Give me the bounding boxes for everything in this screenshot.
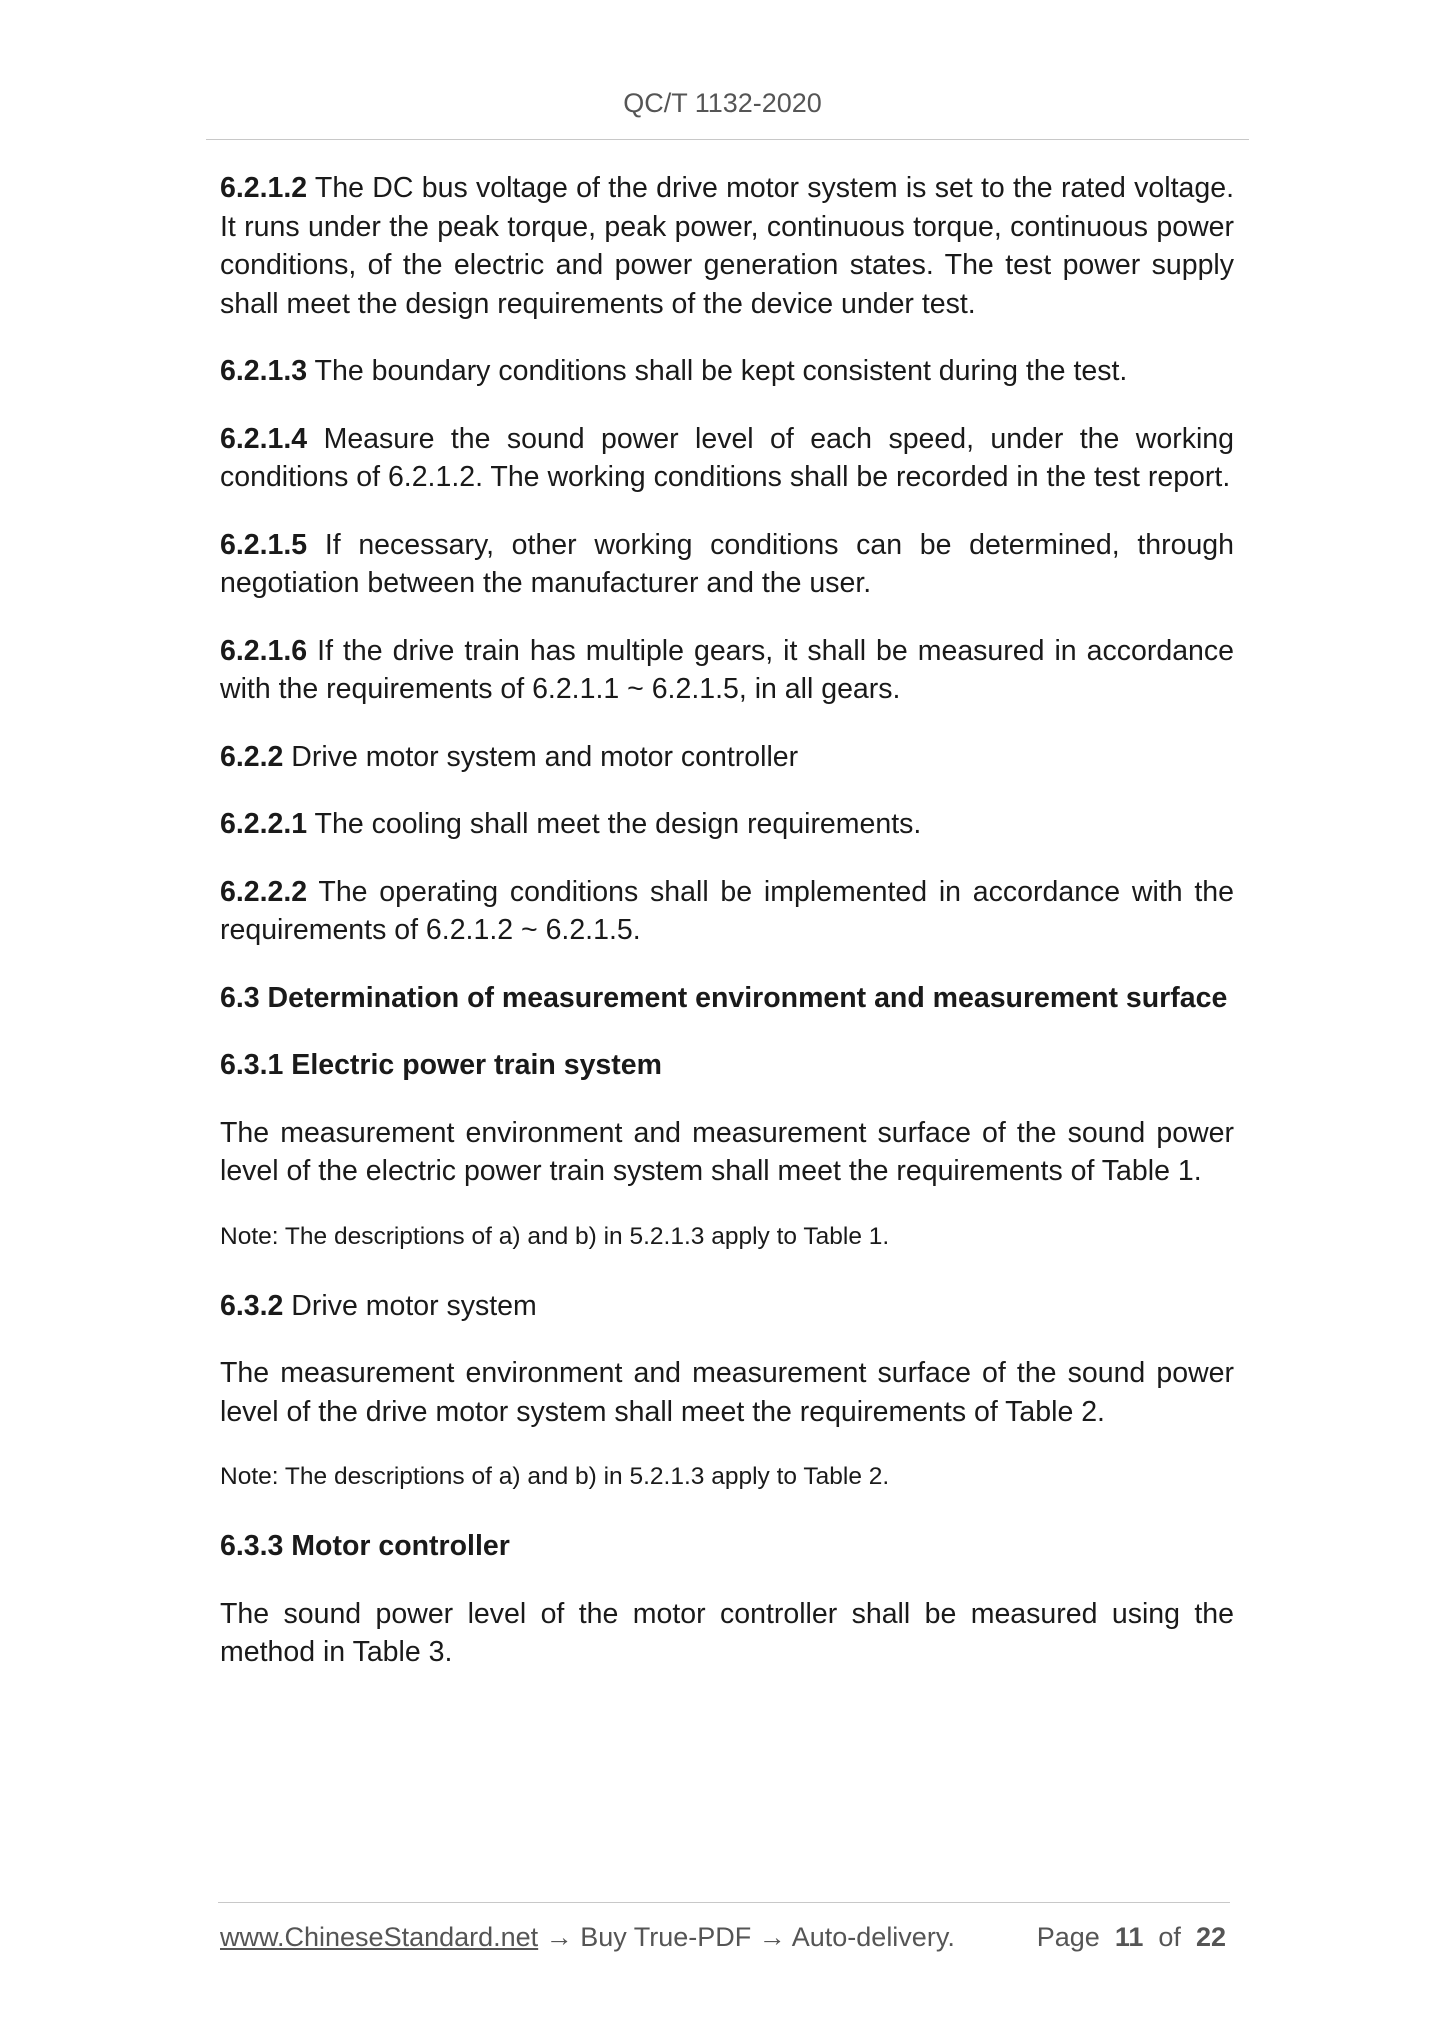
- footer-promo: [220, 1922, 955, 1953]
- clause-text: The cooling shall meet the design requirements.: [307, 808, 922, 840]
- section-6-3-1-text: The measurement environment and measurement surface of the sound power level of the electric power train system shall meet the requirements of Table 1.: [220, 1116, 1234, 1187]
- clause-text: Drive motor system: [283, 1289, 537, 1322]
- header-divider: [206, 139, 1249, 140]
- footer-tagline: → Buy True-PDF → Auto-delivery.: [538, 1922, 955, 1952]
- clause-6-2-2: [220, 738, 1234, 777]
- of-label: of: [1158, 1922, 1181, 1952]
- clause-6-2-1-6: [220, 632, 1234, 709]
- clause-text: If the drive train has multiple gears, it shall be measured in accordance with the requirements of 6.2.1.1 ~ 6.2.1.5, in all gears.: [220, 634, 1234, 705]
- clause-number: 6.2.2.1: [220, 808, 308, 840]
- clause-text: The operating conditions shall be implemented in accordance with the requirements of 6.2.1.2 ~ 6.2.1.5.: [220, 875, 1234, 946]
- clause-number: 6.2.2: [220, 740, 284, 773]
- total-pages: 22: [1195, 1922, 1226, 1952]
- section-6-3-1-note: Note: The descriptions of a) and b) in 5.2.1.3 apply to Table 1.: [220, 1222, 890, 1250]
- clause-6-2-1-3: [220, 352, 1234, 391]
- clause-number: 6.2.2.2: [220, 875, 308, 908]
- section-6-3-heading: 6.3 Determination of measurement environment and measurement surface: [220, 981, 1228, 1014]
- clause-text: If necessary, other working conditions can be determined, through negotiation between the manufacturer and the user.: [220, 528, 1234, 599]
- clause-6-2-1-2: [220, 169, 1234, 323]
- clause-number: 6.2.1.3: [220, 355, 308, 387]
- section-6-3-2-heading: [220, 1287, 1234, 1326]
- clause-text: Measure the sound power level of each speed, under the working conditions of 6.2.1.2. The working conditions shall be recorded in the test report.: [220, 422, 1234, 493]
- section-6-3-2-note: Note: The descriptions of a) and b) in 5.2.1.3 apply to Table 2.: [220, 1463, 890, 1490]
- clause-number: 6.3.2: [220, 1289, 284, 1322]
- clause-6-2-1-4: [220, 420, 1234, 497]
- document-body: [220, 169, 1234, 1701]
- clause-number: 6.2.1.2: [220, 172, 308, 204]
- clause-text: The boundary conditions shall be kept consistent during the test.: [307, 355, 1128, 387]
- clause-6-2-2-1: [220, 805, 1234, 844]
- page-indicator: [1037, 1922, 1226, 1953]
- clause-number: 6.2.1.5: [220, 528, 308, 561]
- clause-6-2-2-2: [220, 873, 1234, 950]
- running-header: QC/T 1132-2020: [623, 88, 822, 118]
- website-link[interactable]: www.ChineseStandard.net: [220, 1922, 539, 1952]
- clause-number: 6.2.1.4: [220, 422, 308, 455]
- section-6-3-1-heading: 6.3.1 Electric power train system: [220, 1049, 662, 1081]
- clause-text: The DC bus voltage of the drive motor system is set to the rated voltage. It runs under the peak torque, peak power, continuous torque, continuous power conditions, of the electric and power generation states. The test power supply shall meet the design requirements of the device under test.: [220, 172, 1234, 320]
- section-6-3-3-text: The sound power level of the motor controller shall be measured using the method in Table 3.: [220, 1597, 1234, 1668]
- page-label: Page: [1036, 1922, 1100, 1952]
- current-page-number: 11: [1114, 1922, 1144, 1952]
- footer-divider: [218, 1902, 1230, 1903]
- section-6-3-3-heading: 6.3.3 Motor controller: [220, 1530, 510, 1562]
- clause-text: Drive motor system and motor controller: [283, 740, 799, 773]
- clause-6-2-1-5: [220, 526, 1234, 603]
- section-6-3-2-text: The measurement environment and measurement surface of the sound power level of the drive motor system shall meet the requirements of Table 2.: [220, 1357, 1234, 1428]
- clause-number: 6.2.1.6: [220, 634, 308, 667]
